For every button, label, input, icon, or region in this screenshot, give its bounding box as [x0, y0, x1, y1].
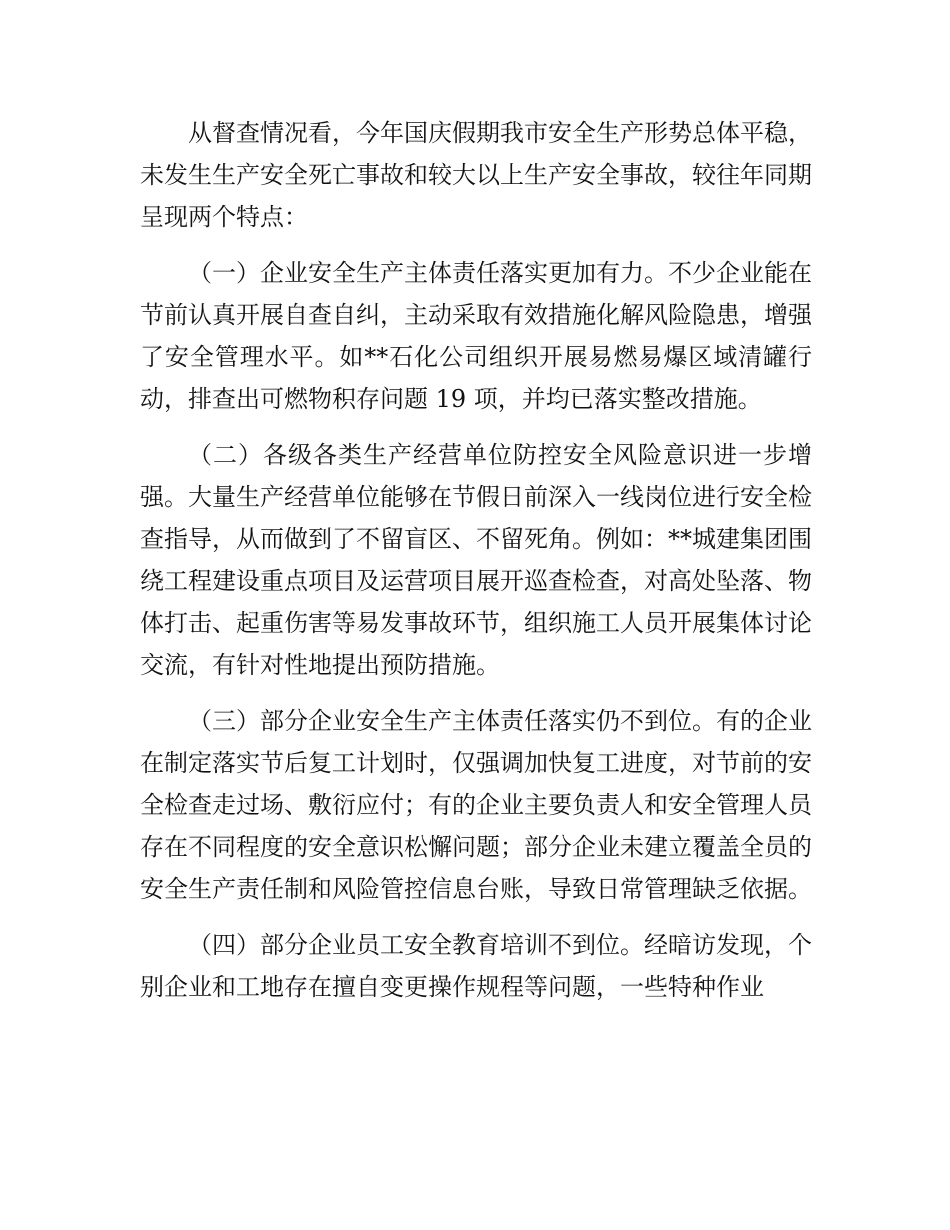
- document-body: [140, 112, 812, 1022]
- paragraph-intro: 从督查情况看，今年国庆假期我市安全生产形势总体平稳，未发生生产安全死亡事故和较大以上生产安全事故，较往年同期呈现两个特点：: [140, 119, 812, 231]
- paragraph-point-2: （二）各级各类生产经营单位防控安全风险意识进一步增强。大量生产经营单位能够在节假日前深入一线岗位进行安全检查指导，从而做到了不留盲区、不留死角。例如：**城建集团围绕工程建设重点项目及运营项目展开巡查检查，对高处坠落、物体打击、起重伤害等易发事故环节，组织施工人员开展集体讨论交流，有针对性地提出预防措施。: [140, 441, 812, 679]
- paragraph-point-1: （一）企业安全生产主体责任落实更加有力。不少企业能在节前认真开展自查自纠，主动采取有效措施化解风险隐患，增强了安全管理水平。如**石化公司组织开展易燃易爆区域清罐行动，排查出可燃物积存问题 19 项，并均已落实整改措施。: [140, 259, 812, 413]
- paragraph-point-3: （三）部分企业安全生产主体责任落实仍不到位。有的企业在制定落实节后复工计划时，仅强调加快复工进度，对节前的安全检查走过场、敷衍应付；有的企业主要负责人和安全管理人员存在不同程度的安全意识松懈问题；部分企业未建立覆盖全员的安全生产责任制和风险管控信息台账，导致日常管理缺乏依据。: [140, 707, 812, 903]
- paragraph-point-4: （四）部分企业员工安全教育培训不到位。经暗访发现，个别企业和工地存在擅自变更操作规程等问题，一些特种作业: [140, 931, 812, 1001]
